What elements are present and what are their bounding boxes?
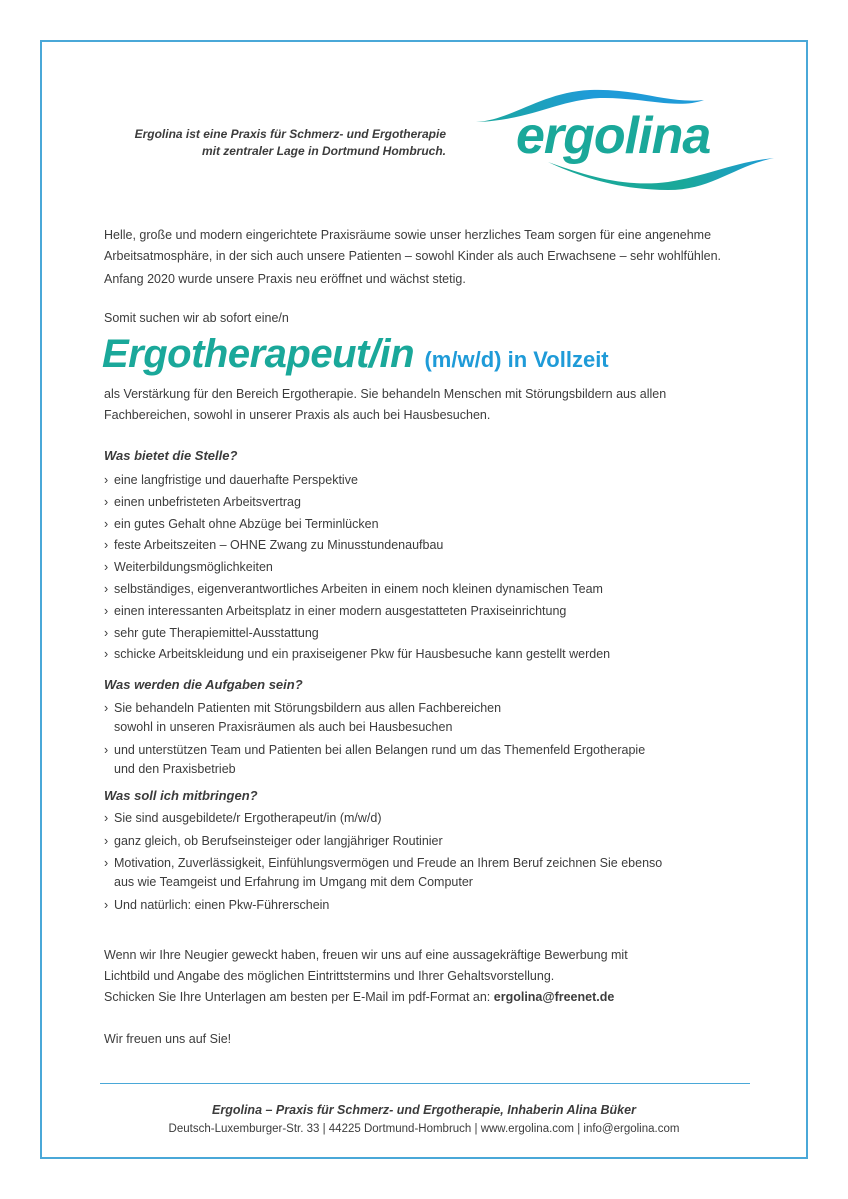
- requirement2: ganz gleich, ob Berufseinsteiger oder langjähriger Routinier: [114, 833, 443, 848]
- chevron-right-icon: ›: [104, 625, 109, 640]
- tasks-heading: Was werden die Aufgaben sein?: [104, 677, 303, 692]
- list-item: [104, 832, 662, 851]
- ergolina-logo: [472, 86, 778, 192]
- offer-list: [104, 470, 610, 666]
- sign-off: Wir freuen uns auf Sie!: [104, 1032, 232, 1046]
- offer-item-text: eine langfristige und dauerhafte Perspektive: [114, 473, 358, 487]
- offer-item-text: einen unbefristeten Arbeitsvertrag: [114, 494, 301, 509]
- offer-item-text: selbständiges, eigenverantwortliches Arbeiten in einem noch kleinen dynamischen Team: [114, 581, 603, 596]
- requirement3-line1: Motivation, Zuverlässigkeit, Einfühlungsvermögen und Freude an Ihrem Beruf zeichnen Sie ebenso: [114, 856, 663, 870]
- job-description-line1: als Verstärkung für den Bereich Ergotherapie. Sie behandeln Menschen mit Störungsbildern aus allen: [104, 387, 667, 401]
- job-lead: Somit suchen wir ab sofort eine/n: [104, 311, 289, 325]
- chevron-right-icon: ›: [104, 494, 109, 509]
- job-title: [102, 332, 609, 377]
- requirement1: Sie sind ausgebildete/r Ergotherapeut/in (m/w/d): [114, 811, 382, 825]
- chevron-right-icon: ›: [104, 833, 109, 848]
- chevron-right-icon: ›: [104, 856, 109, 870]
- task2-line1: und unterstützen Team und Patienten bei allen Belangen rund um das Themenfeld Ergotherapie: [114, 742, 646, 757]
- list-item: [104, 644, 610, 666]
- requirements-heading: Was soll ich mitbringen?: [104, 788, 258, 803]
- chevron-right-icon: ›: [104, 811, 109, 825]
- list-item: [104, 809, 662, 828]
- offer-item-text: sehr gute Therapiemittel-Ausstattung: [114, 625, 319, 640]
- intro-line2: Arbeitsatmosphäre, in der sich auch unsere Patienten – sowohl Kinder als auch Erwachsene – sehr wohlfühlen.: [104, 249, 722, 263]
- list-item: [104, 896, 662, 915]
- job-title-main: Ergotherapeut/in: [102, 332, 415, 376]
- chevron-right-icon: ›: [104, 473, 109, 487]
- list-item: [104, 557, 610, 579]
- chevron-right-icon: ›: [104, 603, 109, 618]
- practice-intro-line1: Ergolina ist eine Praxis für Schmerz- und Ergotherapie: [134, 127, 446, 141]
- job-description: [104, 384, 666, 426]
- logo-wordmark: ergolina: [516, 107, 711, 165]
- offer-heading: Was bietet die Stelle?: [104, 448, 238, 463]
- list-item: [104, 470, 610, 492]
- list-item: [104, 623, 610, 645]
- offer-item-text: ein gutes Gehalt ohne Abzüge bei Terminlücken: [114, 516, 379, 531]
- offer-item-text: schicke Arbeitskleidung und ein praxiseigener Pkw für Hausbesuche kann gestellt werden: [114, 647, 611, 662]
- task1-line2: sowohl in unseren Praxisräumen als auch bei Hausbesuchen: [114, 720, 453, 734]
- list-item: [104, 741, 645, 779]
- list-item: [104, 601, 610, 623]
- tasks-list: [104, 699, 645, 782]
- closing-paragraph: [104, 945, 628, 1008]
- chevron-right-icon: ›: [104, 701, 109, 715]
- closing-line1: Wenn wir Ihre Neugier geweckt haben, freuen wir uns auf eine aussagekräftige Bewerbung mit: [104, 948, 628, 962]
- footer-practice-name: Ergolina – Praxis für Schmerz- und Ergotherapie, Inhaberin Alina Büker: [212, 1103, 636, 1117]
- practice-intro: [100, 126, 446, 160]
- offer-item-text: einen interessanten Arbeitsplatz in einer modern ausgestatteten Praxiseinrichtung: [114, 603, 567, 618]
- chevron-right-icon: ›: [104, 560, 109, 575]
- intro-line3: Anfang 2020 wurde unsere Praxis neu eröffnet und wächst stetig.: [104, 272, 466, 286]
- list-item: [104, 579, 610, 601]
- list-item: [104, 492, 610, 514]
- footer-divider: [100, 1083, 750, 1084]
- offer-item-text: feste Arbeitszeiten – OHNE Zwang zu Minusstundenaufbau: [114, 538, 444, 553]
- chevron-right-icon: ›: [104, 742, 109, 757]
- requirements-list: [104, 809, 662, 918]
- requirement4: Und natürlich: einen Pkw-Führerschein: [114, 897, 330, 912]
- chevron-right-icon: ›: [104, 538, 109, 553]
- intro-paragraph: [104, 225, 721, 290]
- chevron-right-icon: ›: [104, 581, 109, 596]
- list-item: [104, 699, 645, 737]
- list-item: [104, 854, 662, 892]
- job-title-suffix: (m/w/d) in Vollzeit: [424, 347, 609, 372]
- chevron-right-icon: ›: [104, 647, 109, 662]
- job-description-line2: Fachbereichen, sowohl in unserer Praxis als auch bei Hausbesuchen.: [104, 408, 491, 422]
- practice-intro-line2: mit zentraler Lage in Dortmund Hombruch.: [201, 144, 446, 158]
- requirement3-line2: aus wie Teamgeist und Erfahrung im Umgang mit dem Computer: [114, 875, 473, 889]
- closing-line3: [104, 987, 628, 1008]
- intro-line1: Helle, große und modern eingerichtete Praxisräume sowie unser herzliches Team sorgen für eine angenehme: [104, 228, 712, 242]
- closing-line2: Lichtbild und Angabe des möglichen Eintrittstermins und Ihrer Gehaltsvorstellung.: [104, 969, 555, 983]
- closing-line3-text: Schicken Sie Ihre Unterlagen am besten per E-Mail im pdf-Format an:: [104, 990, 494, 1004]
- list-item: [104, 514, 610, 536]
- offer-item-text: Weiterbildungsmöglichkeiten: [114, 560, 273, 575]
- task2-line2: und den Praxisbetrieb: [114, 761, 236, 776]
- task1-line1: Sie behandeln Patienten mit Störungsbildern aus allen Fachbereichen: [114, 701, 502, 715]
- footer-address: Deutsch-Luxemburger-Str. 33 | 44225 Dortmund-Hombruch | www.ergolina.com | info@ergolina.com: [168, 1123, 680, 1135]
- application-email[interactable]: ergolina@freenet.de: [493, 990, 615, 1004]
- chevron-right-icon: ›: [104, 897, 109, 912]
- chevron-right-icon: ›: [104, 516, 109, 531]
- list-item: [104, 535, 610, 557]
